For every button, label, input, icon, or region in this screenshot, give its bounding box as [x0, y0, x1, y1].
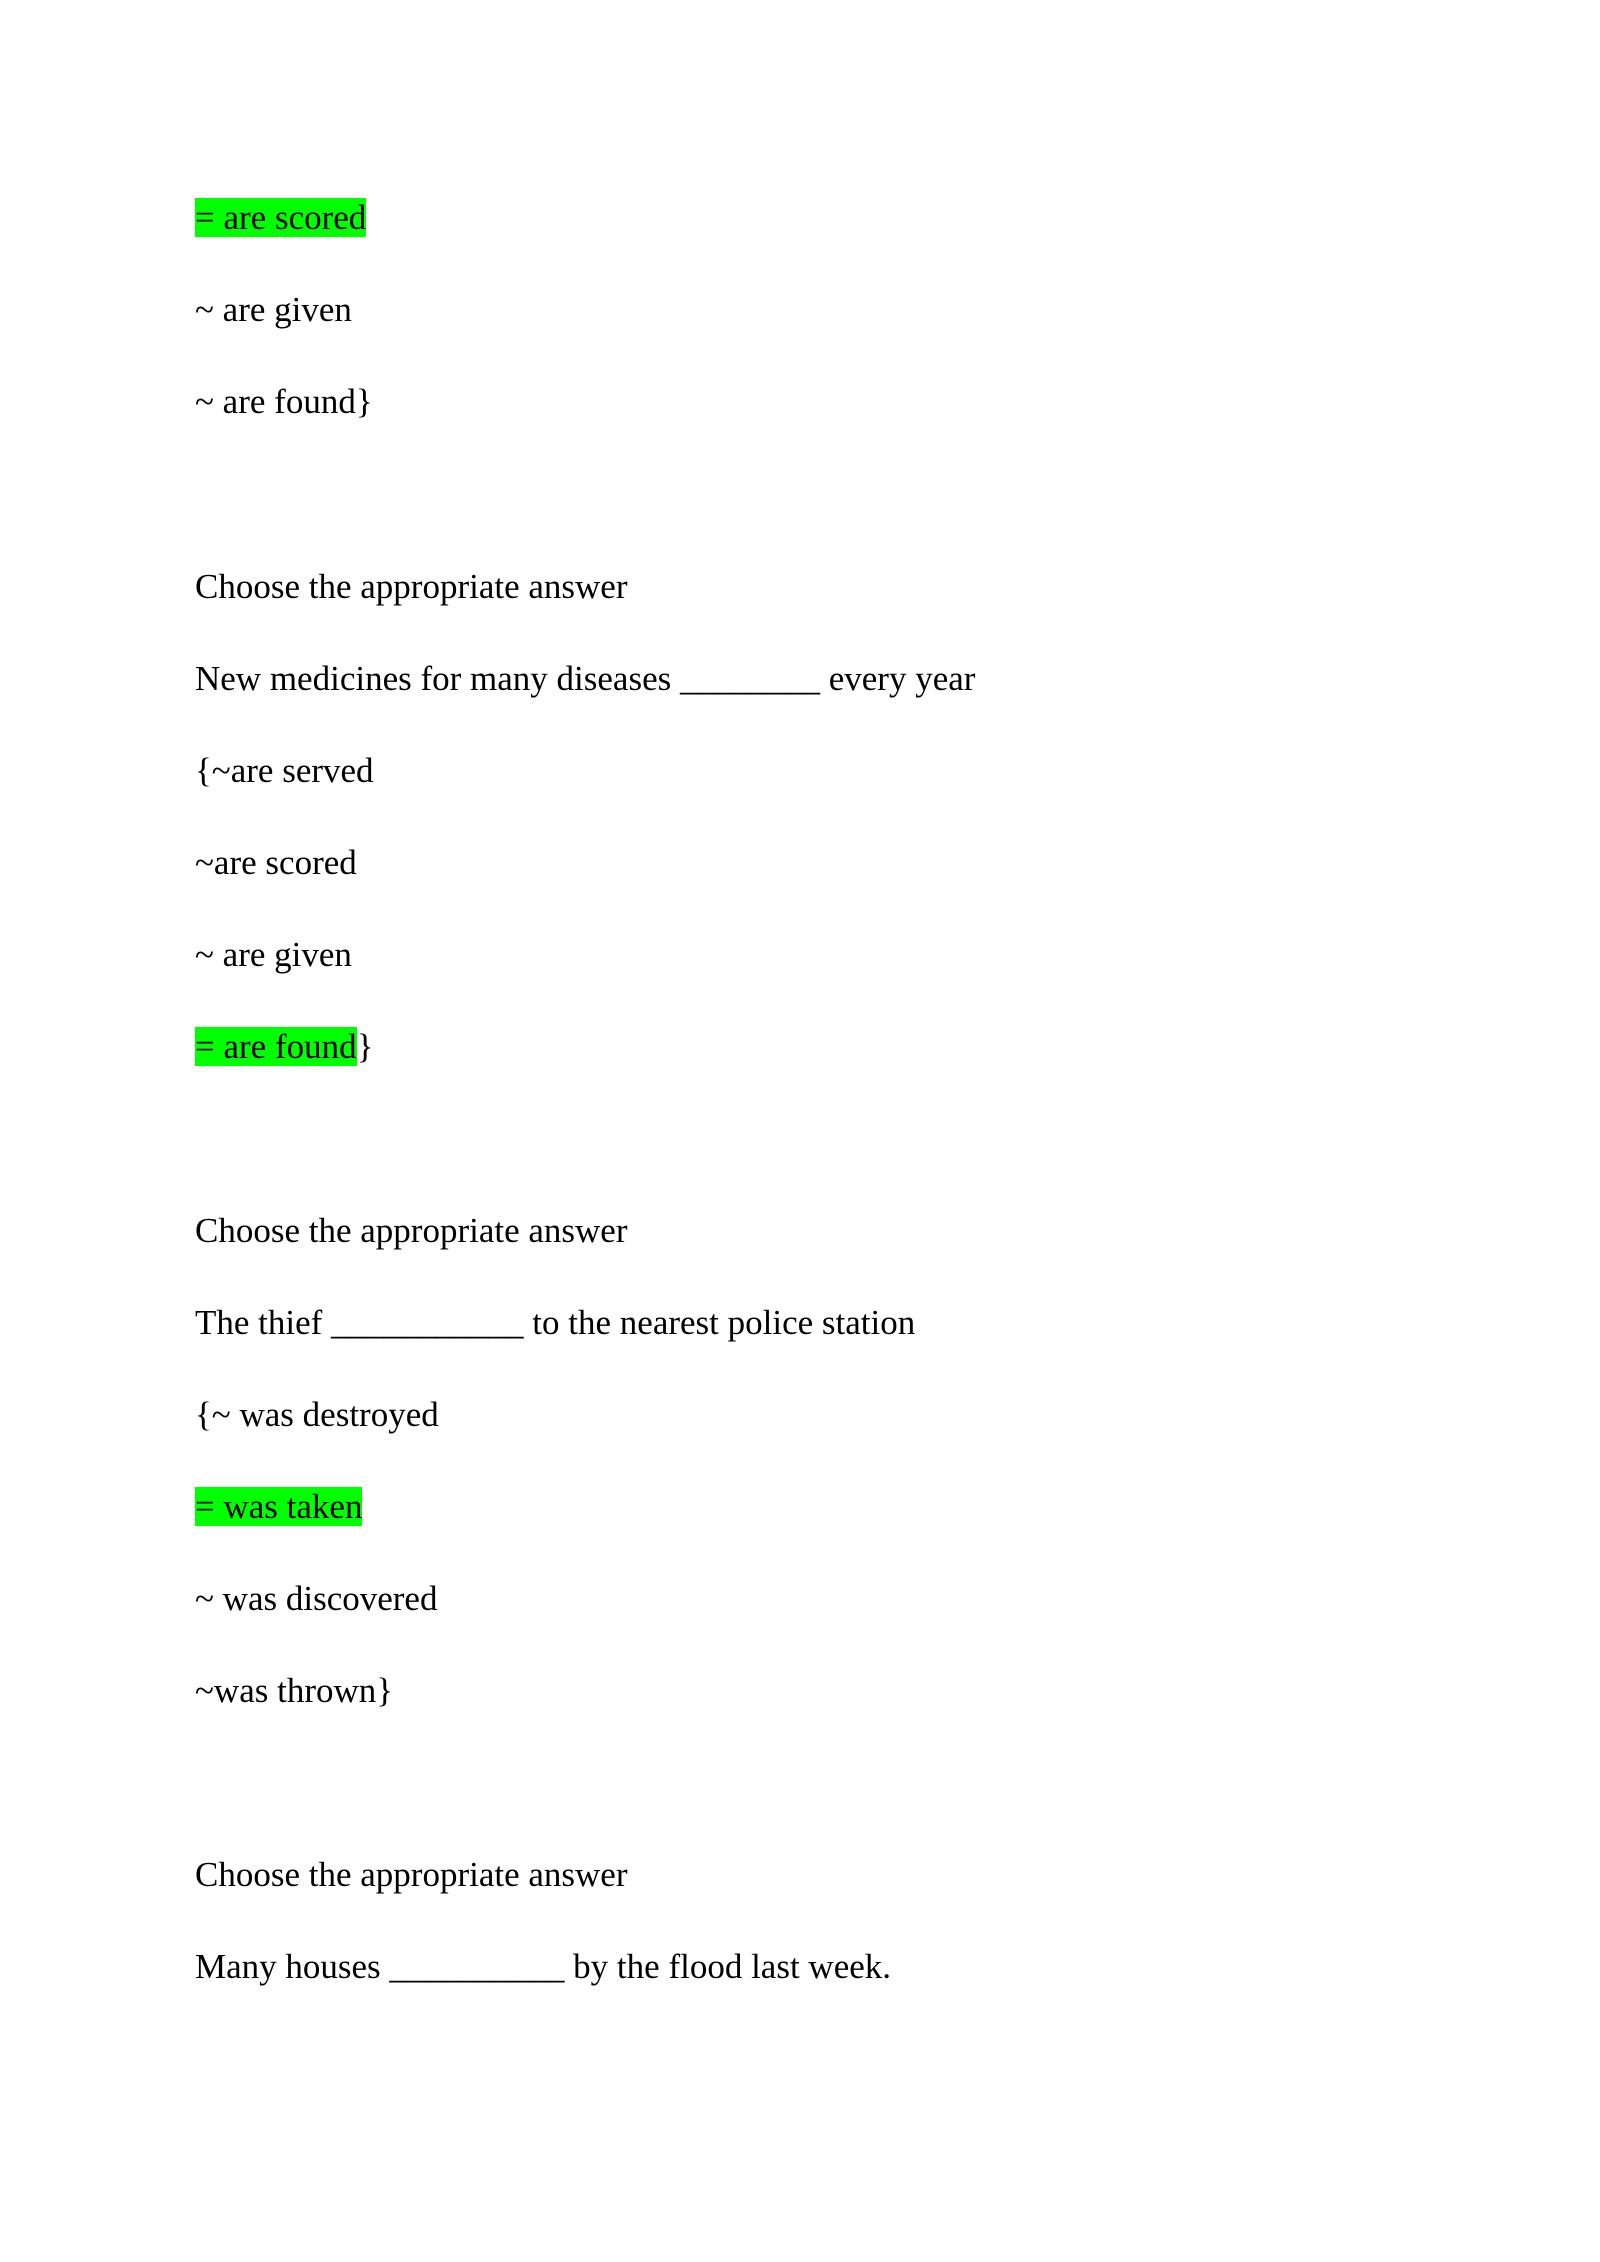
question-prompt: New medicines for many diseases ________ every year [195, 659, 976, 698]
question-prompt: Many houses __________ by the flood last week. [195, 1947, 892, 1986]
option-line: ~ are given [195, 290, 352, 329]
correct-answer-highlight: = are found [195, 1027, 357, 1066]
option-line: {~ was destroyed [195, 1395, 439, 1434]
option-line: {~are served [195, 751, 374, 790]
option-line [195, 1485, 362, 1529]
option-line [195, 196, 366, 240]
question-instruction: Choose the appropriate answer [195, 1211, 628, 1250]
question-instruction: Choose the appropriate answer [195, 567, 628, 606]
option-line: ~ are given [195, 935, 352, 974]
correct-answer-highlight: = was taken [195, 1487, 363, 1526]
question-instruction: Choose the appropriate answer [195, 1855, 628, 1894]
option-line: ~are scored [195, 843, 357, 882]
question-prompt: The thief ___________ to the nearest police station [195, 1303, 916, 1342]
option-line [195, 1025, 373, 1069]
option-line: ~ are found} [195, 382, 373, 421]
option-suffix: } [356, 1027, 374, 1066]
option-line: ~was thrown} [195, 1671, 394, 1710]
option-line: ~ was discovered [195, 1579, 438, 1618]
correct-answer-highlight: = are scored [195, 198, 367, 237]
